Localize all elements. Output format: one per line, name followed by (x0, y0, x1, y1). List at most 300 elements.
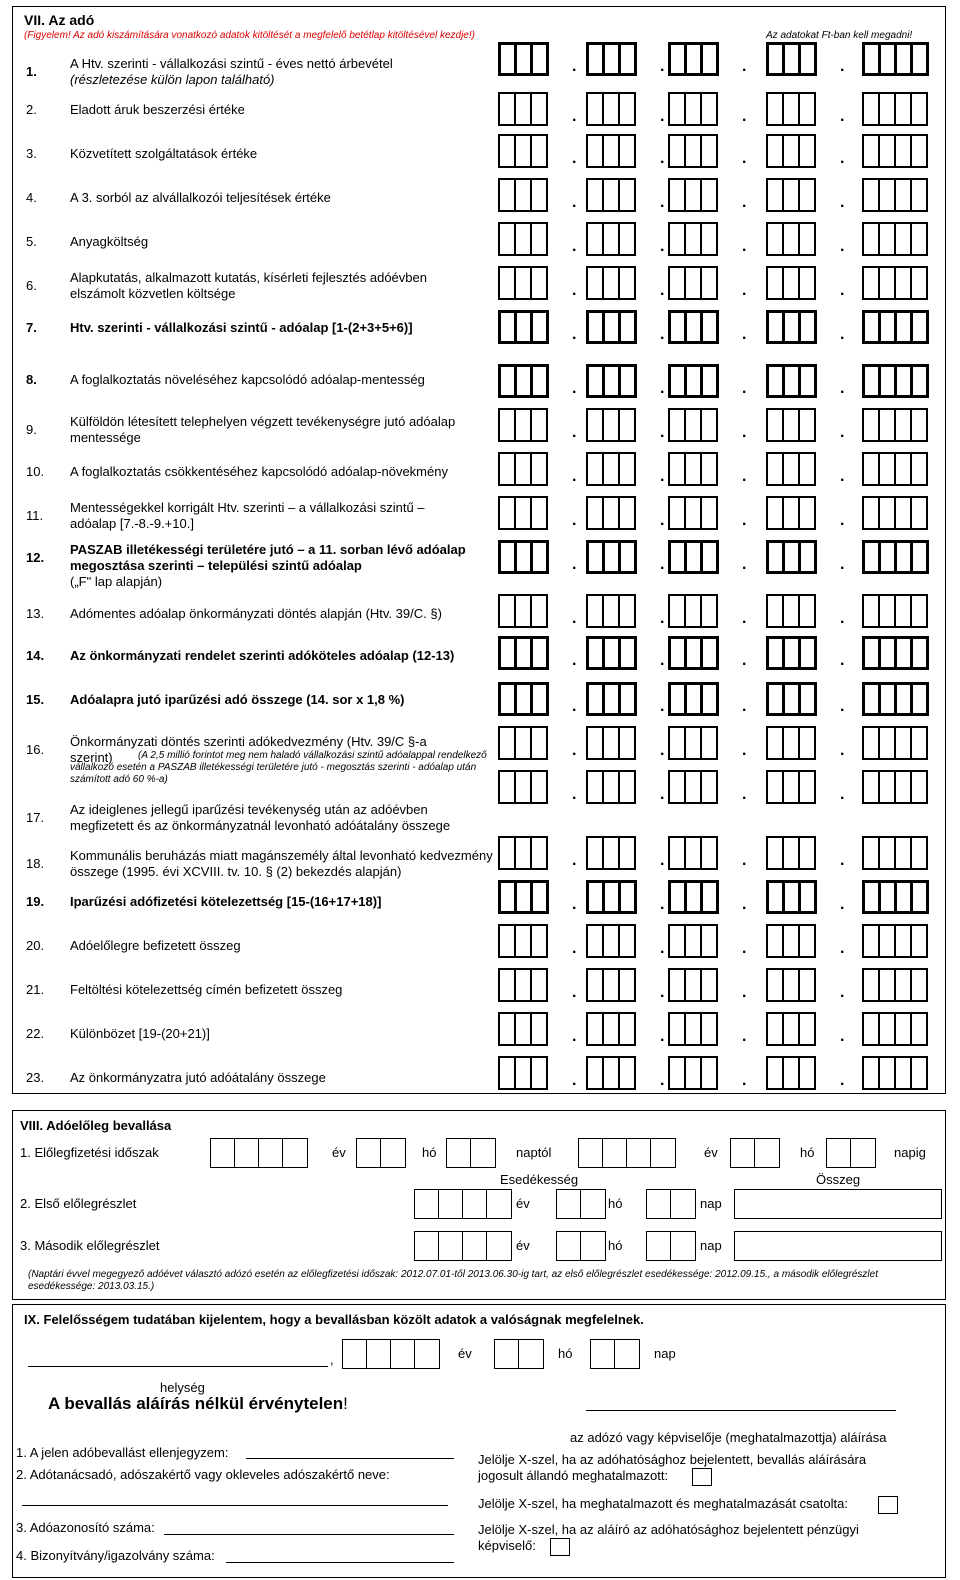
row-1-label-2: (részletezése külön lapon található) (70, 72, 275, 87)
row-15-digits-1[interactable] (498, 682, 549, 716)
row-9-digits-5[interactable] (862, 408, 928, 442)
row-13-digits-4[interactable] (766, 594, 816, 628)
row-1-digits-1[interactable] (498, 42, 549, 76)
row-18-label-2: összege (1995. évi XCVIII. tv. 10. § (2) bekezdés alapján) (70, 864, 402, 879)
row-19-digits-2[interactable] (586, 880, 637, 914)
row-19-separator-3: . (742, 896, 747, 913)
row-3-number: 3. (26, 146, 37, 161)
check2-label: Jelölje X-szel, ha meghatalmazott és meghatalmazását csatolta: (478, 1496, 848, 1511)
row-10-label-1: A foglalkoztatás csökkentéséhez kapcsolódó adóalap-növekmény (70, 464, 448, 479)
row-3-digits-2[interactable] (586, 134, 636, 168)
row-6-digits-2[interactable] (586, 266, 636, 300)
row-13-separator-2: . (660, 610, 665, 627)
row-2-digits-5[interactable] (862, 92, 928, 126)
row-17-digits-1[interactable] (498, 770, 548, 804)
section-7-title: VII. Az adó (24, 12, 95, 28)
row-22-separator-2: . (660, 1028, 665, 1045)
period-from-year[interactable] (210, 1138, 308, 1168)
row-3-digits-5[interactable] (862, 134, 928, 168)
row-9-digits-2[interactable] (586, 408, 636, 442)
first-installment-label: 2. Első előlegrészlet (20, 1196, 137, 1211)
second-installment-label: 3. Második előlegrészlet (20, 1238, 160, 1253)
row-13-label-1: Adómentes adóalap önkormányzati döntés alapján (Htv. 39/C. §) (70, 606, 442, 621)
row-4-label-1: A 3. sorból az alvállalkozói teljesítések értéke (70, 190, 331, 205)
period-from-ev: év (332, 1145, 346, 1160)
row-4-digits-1[interactable] (498, 178, 548, 212)
row-9-label-1: Külföldön létesített telephelyen végzett tevékenységre jutó adóalap (70, 414, 456, 429)
row-9-separator-2: . (660, 424, 665, 441)
row-3-separator-1: . (572, 150, 577, 167)
row-2-digits-2[interactable] (586, 92, 636, 126)
sign-ho: hó (558, 1346, 573, 1361)
row-7-number: 7. (26, 320, 37, 335)
row-8-separator-3: . (742, 380, 747, 397)
row-12-digits-3[interactable] (668, 540, 719, 574)
first-due-day[interactable] (646, 1189, 696, 1219)
row-11-digits-2[interactable] (586, 496, 636, 530)
row-5-label-1: Anyagköltség (70, 234, 149, 249)
row-5-digits-1[interactable] (498, 222, 548, 256)
row-10-separator-4: . (840, 468, 845, 485)
row-11-label-2: adóalap [7.-8.-9.+10.] (70, 516, 194, 531)
row-16-digits-2[interactable] (586, 726, 636, 760)
row-17-digits-3[interactable] (668, 770, 718, 804)
row-6-separator-2: . (660, 282, 665, 299)
row-21-digits-4[interactable] (766, 968, 816, 1002)
row-1-separator-3: . (742, 58, 747, 75)
row-11-separator-4: . (840, 512, 845, 529)
row-21-separator-3: . (742, 984, 747, 1001)
period-to-ho: hó (800, 1145, 815, 1160)
row-13-separator-3: . (742, 610, 747, 627)
row-4-digits-4[interactable] (766, 178, 816, 212)
row-13-digits-1[interactable] (498, 594, 548, 628)
row-15-label-1: Adóalapra jutó iparűzési adó összege (14. sor x 1,8 %) (70, 692, 405, 707)
row-13-digits-2[interactable] (586, 594, 636, 628)
period-to-day[interactable] (826, 1138, 876, 1168)
row-14-separator-1: . (572, 652, 577, 669)
row-22-digits-1[interactable] (498, 1012, 548, 1046)
row-17-separator-4: . (840, 786, 845, 803)
row-6-digits-4[interactable] (766, 266, 816, 300)
row-3-digits-3[interactable] (668, 134, 718, 168)
row-22-digits-3[interactable] (668, 1012, 718, 1046)
row-10-separator-3: . (742, 468, 747, 485)
row-10-digits-1[interactable] (498, 452, 548, 486)
row-17-digits-2[interactable] (586, 770, 636, 804)
row-2-separator-4: . (840, 108, 845, 125)
row-12-label-2: megosztása szerinti – települési szintű adóalap (70, 558, 362, 573)
row-20-digits-4[interactable] (766, 924, 816, 958)
row-13-number: 13. (26, 606, 45, 621)
row-19-separator-1: . (572, 896, 577, 913)
row-17-digits-5[interactable] (862, 770, 928, 804)
row-1-digits-4[interactable] (766, 42, 817, 76)
row-18-digits-3[interactable] (668, 836, 718, 870)
row-17-separator-3: . (742, 786, 747, 803)
row-23-digits-2[interactable] (586, 1056, 636, 1090)
row-2-separator-2: . (660, 108, 665, 125)
row-16-separator-1: . (572, 742, 577, 759)
row-1-number: 1. (26, 64, 37, 79)
advisor-name-line[interactable] (22, 1505, 448, 1506)
row-21-separator-1: . (572, 984, 577, 1001)
row-6-digits-1[interactable] (498, 266, 548, 300)
period-from-ho: hó (422, 1145, 437, 1160)
period-napig: napig (894, 1145, 926, 1160)
row-14-digits-3[interactable] (668, 636, 719, 670)
row-10-digits-4[interactable] (766, 452, 816, 486)
row-19-separator-2: . (660, 896, 665, 913)
row-5-digits-2[interactable] (586, 222, 636, 256)
row-20-digits-1[interactable] (498, 924, 548, 958)
row-19-label-1: Iparűzési adófizetési kötelezettség [15-(16+17+18)] (70, 894, 382, 909)
row-5-separator-3: . (742, 238, 747, 255)
row-10-digits-3[interactable] (668, 452, 718, 486)
row-21-digits-3[interactable] (668, 968, 718, 1002)
section-9-title: IX. Felelősségem tudatában kijelentem, hogy a bevallásban közölt adatok a valóságnak megfelelnek. (24, 1312, 644, 1327)
row-21-digits-1[interactable] (498, 968, 548, 1002)
row-4-digits-2[interactable] (586, 178, 636, 212)
second-due-month[interactable] (556, 1231, 606, 1261)
row-16-digits-3[interactable] (668, 726, 718, 760)
cert-line[interactable] (226, 1562, 454, 1563)
row-5-separator-2: . (660, 238, 665, 255)
row-11-separator-3: . (742, 512, 747, 529)
row-8-label-1: A foglalkoztatás növeléséhez kapcsolódó adóalap-mentesség (70, 372, 425, 387)
check3-box[interactable] (550, 1538, 570, 1556)
period-to-month[interactable] (730, 1138, 780, 1168)
row-12-digits-4[interactable] (766, 540, 817, 574)
row-8-separator-2: . (660, 380, 665, 397)
row-4-digits-5[interactable] (862, 178, 928, 212)
row-5-digits-4[interactable] (766, 222, 816, 256)
countersign-label: 1. A jelen adóbevallást ellenjegyzem: (16, 1445, 229, 1460)
row-22-number: 22. (26, 1026, 45, 1041)
row-14-number: 14. (26, 648, 45, 663)
row-17-separator-1: . (572, 786, 577, 803)
row-18-separator-2: . (660, 852, 665, 869)
row-15-digits-3[interactable] (668, 682, 719, 716)
row-22-separator-1: . (572, 1028, 577, 1045)
row-19-digits-4[interactable] (766, 880, 817, 914)
row-9-label-2: mentessége (70, 430, 141, 445)
row-19-digits-3[interactable] (668, 880, 719, 914)
row-21-separator-4: . (840, 984, 845, 1001)
row-16-digits-1[interactable] (498, 726, 548, 760)
row-15-separator-2: . (660, 698, 665, 715)
first-due-year[interactable] (414, 1189, 512, 1219)
row-20-digits-2[interactable] (586, 924, 636, 958)
row-12-digits-1[interactable] (498, 540, 549, 574)
section-8-note: (Naptári évvel megegyező adóévet választó adózó esetén az előlegfizetési időszak: 2012.07.01-től 2013.06.30-ig tart, az első előlegrészlet esedékessége: 2012.09.15., a második előlegrészlet esedékessége: 2013.03.15.) (28, 1269, 878, 1292)
row-11-digits-5[interactable] (862, 496, 928, 530)
row-8-digits-5[interactable] (862, 364, 929, 398)
row-4-number: 4. (26, 190, 37, 205)
row-18-digits-2[interactable] (586, 836, 636, 870)
second-due-ev: év (516, 1238, 530, 1253)
row-1-separator-2: . (660, 58, 665, 75)
row-7-separator-2: . (660, 326, 665, 343)
row-1-label-1: A Htv. szerinti - vállalkozási szintű - éves nettó árbevétel (70, 56, 393, 71)
row-7-separator-4: . (840, 326, 845, 343)
row-12-separator-2: . (660, 556, 665, 573)
row-7-digits-4[interactable] (766, 310, 817, 344)
row-20-separator-2: . (660, 940, 665, 957)
row-13-digits-5[interactable] (862, 594, 928, 628)
row-8-digits-1[interactable] (498, 364, 549, 398)
row-13-separator-4: . (840, 610, 845, 627)
second-due-ho: hó (608, 1238, 623, 1253)
row-13-separator-1: . (572, 610, 577, 627)
row-15-digits-2[interactable] (586, 682, 637, 716)
row-5-digits-3[interactable] (668, 222, 718, 256)
row-6-digits-5[interactable] (862, 266, 928, 300)
row-9-separator-3: . (742, 424, 747, 441)
place-line[interactable] (28, 1366, 328, 1367)
row-19-number: 19. (26, 894, 45, 909)
row-10-separator-1: . (572, 468, 577, 485)
row-9-digits-1[interactable] (498, 408, 548, 442)
row-11-number: 11. (26, 508, 44, 523)
row-22-separator-3: . (742, 1028, 747, 1045)
due-header: Esedékesség (500, 1172, 579, 1187)
row-1-digits-5[interactable] (862, 42, 929, 76)
row-11-digits-1[interactable] (498, 496, 548, 530)
row-18-separator-4: . (840, 852, 845, 869)
row-2-digits-3[interactable] (668, 92, 718, 126)
row-14-label-1: Az önkormányzati rendelet szerinti adóköteles adóalap (12-13) (70, 648, 455, 663)
row-16-separator-3: . (742, 742, 747, 759)
sign-month[interactable] (494, 1339, 544, 1369)
row-10-digits-2[interactable] (586, 452, 636, 486)
row-15-digits-4[interactable] (766, 682, 817, 716)
row-4-digits-3[interactable] (668, 178, 718, 212)
row-7-separator-1: . (572, 326, 577, 343)
row-2-digits-4[interactable] (766, 92, 816, 126)
row-20-separator-3: . (742, 940, 747, 957)
row-3-label-1: Közvetített szolgáltatások értéke (70, 146, 258, 161)
row-3-digits-1[interactable] (498, 134, 548, 168)
row-16-digits-5[interactable] (862, 726, 928, 760)
row-11-digits-3[interactable] (668, 496, 718, 530)
check1-label: Jelölje X-szel, ha az adóhatósághoz bejelentett, bevallás aláírására jogosult állandó meghatalmazott: (478, 1452, 867, 1483)
row-17-number: 17. (26, 810, 45, 825)
row-18-separator-3: . (742, 852, 747, 869)
row-6-number: 6. (26, 278, 37, 293)
row-12-digits-2[interactable] (586, 540, 637, 574)
row-9-separator-4: . (840, 424, 845, 441)
period-to-ev: év (704, 1145, 718, 1160)
row-7-separator-3: . (742, 326, 747, 343)
row-5-digits-5[interactable] (862, 222, 928, 256)
row-6-label-2: elszámolt közvetlen költsége (70, 286, 236, 301)
row-14-digits-2[interactable] (586, 636, 637, 670)
row-2-separator-3: . (742, 108, 747, 125)
row-1-digits-3[interactable] (668, 42, 719, 76)
row-7-label-1: Htv. szerinti - vállalkozási szintű - adóalap [1-(2+3+5+6)] (70, 320, 413, 335)
row-2-digits-1[interactable] (498, 92, 548, 126)
row-6-digits-3[interactable] (668, 266, 718, 300)
check1-box[interactable] (692, 1468, 712, 1486)
row-17-separator-2: . (660, 786, 665, 803)
sign-year[interactable] (342, 1339, 440, 1369)
row-22-digits-5[interactable] (862, 1012, 928, 1046)
row-20-label-1: Adóelőlegre befizetett összeg (70, 938, 241, 953)
row-21-separator-2: . (660, 984, 665, 1001)
place-comma: , (330, 1352, 334, 1367)
row-12-digits-5[interactable] (862, 540, 929, 574)
period-to-year[interactable] (578, 1138, 676, 1168)
row-3-digits-4[interactable] (766, 134, 816, 168)
cert-label: 4. Bizonyítvány/igazolvány száma: (16, 1548, 215, 1563)
row-16-number: 16. (26, 742, 45, 757)
row-18-label-1: Kommunális beruházás miatt magánszemély által levonható kedvezmény (70, 848, 493, 863)
row-9-digits-3[interactable] (668, 408, 718, 442)
row-2-number: 2. (26, 102, 37, 117)
row-6-separator-1: . (572, 282, 577, 299)
second-amount-field[interactable] (734, 1231, 942, 1261)
row-13-digits-3[interactable] (668, 594, 718, 628)
row-23-digits-3[interactable] (668, 1056, 718, 1090)
check2-box[interactable] (878, 1496, 898, 1514)
row-19-digits-1[interactable] (498, 880, 549, 914)
row-20-separator-4: . (840, 940, 845, 957)
row-14-digits-5[interactable] (862, 636, 929, 670)
row-4-separator-4: . (840, 194, 845, 211)
row-18-digits-1[interactable] (498, 836, 548, 870)
row-8-digits-4[interactable] (766, 364, 817, 398)
row-6-separator-4: . (840, 282, 845, 299)
period-from-day[interactable] (446, 1138, 496, 1168)
row-8-separator-1: . (572, 380, 577, 397)
row-12-number: 12. (26, 550, 45, 565)
row-21-number: 21. (26, 982, 45, 997)
row-21-label-1: Feltöltési kötelezettség címén befizetett összeg (70, 982, 343, 997)
row-14-digits-4[interactable] (766, 636, 817, 670)
row-22-separator-4: . (840, 1028, 845, 1045)
row-3-separator-4: . (840, 150, 845, 167)
first-due-ev: év (516, 1196, 530, 1211)
row-7-digits-2[interactable] (586, 310, 637, 344)
row-1-separator-1: . (572, 58, 577, 75)
row-23-separator-4: . (840, 1072, 845, 1089)
row-17-digits-4[interactable] (766, 770, 816, 804)
row-18-digits-5[interactable] (862, 836, 928, 870)
row-12-separator-1: . (572, 556, 577, 573)
row-15-digits-5[interactable] (862, 682, 929, 716)
row-21-digits-5[interactable] (862, 968, 928, 1002)
row-17-label-2: megfizetett és az önkormányzatnál levonható adóátalány összege (70, 818, 451, 833)
row-5-separator-1: . (572, 238, 577, 255)
row-2-separator-1: . (572, 108, 577, 125)
row-18-separator-1: . (572, 852, 577, 869)
row-4-separator-3: . (742, 194, 747, 211)
row-1-digits-2[interactable] (586, 42, 637, 76)
amount-header: Összeg (816, 1172, 861, 1187)
row-23-digits-5[interactable] (862, 1056, 928, 1090)
row-11-digits-4[interactable] (766, 496, 816, 530)
row-20-digits-5[interactable] (862, 924, 928, 958)
countersign-line[interactable] (246, 1458, 454, 1459)
row-8-digits-2[interactable] (586, 364, 637, 398)
row-18-number: 18. (26, 856, 45, 871)
row-15-separator-1: . (572, 698, 577, 715)
second-due-year[interactable] (414, 1231, 512, 1261)
tax-id-line[interactable] (164, 1534, 454, 1535)
sign-day[interactable] (590, 1339, 640, 1369)
first-due-month[interactable] (556, 1189, 606, 1219)
row-23-separator-1: . (572, 1072, 577, 1089)
signature-line[interactable] (586, 1410, 896, 1411)
row-17-label-1: Az ideiglenes jellegű iparűzési tevékenység után az adóévben (70, 802, 428, 817)
row-14-digits-1[interactable] (498, 636, 549, 670)
invalid-warning: A bevallás aláírás nélkül érvénytelen! (48, 1394, 348, 1413)
row-11-label-1: Mentességekkel korrigált Htv. szerinti – a vállalkozási szintű – (70, 500, 425, 515)
row-16-digits-4[interactable] (766, 726, 816, 760)
row-15-separator-4: . (840, 698, 845, 715)
second-due-day[interactable] (646, 1231, 696, 1261)
row-21-digits-2[interactable] (586, 968, 636, 1002)
row-3-separator-2: . (660, 150, 665, 167)
place-caption: helység (160, 1380, 205, 1395)
row-6-separator-3: . (742, 282, 747, 299)
row-11-separator-2: . (660, 512, 665, 529)
row-10-separator-2: . (660, 468, 665, 485)
row-9-digits-4[interactable] (766, 408, 816, 442)
row-7-digits-5[interactable] (862, 310, 929, 344)
row-7-digits-1[interactable] (498, 310, 549, 344)
row-8-number: 8. (26, 372, 37, 387)
row-18-digits-4[interactable] (766, 836, 816, 870)
row-22-digits-2[interactable] (586, 1012, 636, 1046)
row-7-digits-3[interactable] (668, 310, 719, 344)
row-2-label-1: Eladott áruk beszerzési értéke (70, 102, 245, 117)
row-14-separator-4: . (840, 652, 845, 669)
first-amount-field[interactable] (734, 1189, 942, 1219)
row-22-digits-4[interactable] (766, 1012, 816, 1046)
row-12-label-1: PASZAB illetékességi területére jutó – a 11. sorban lévő adóalap (70, 542, 466, 557)
row-20-number: 20. (26, 938, 45, 953)
row-10-digits-5[interactable] (862, 452, 928, 486)
advisor-label: 2. Adótanácsadó, adószakértő vagy okleveles adószakértő neve: (16, 1467, 390, 1482)
row-15-number: 15. (26, 692, 45, 707)
row-23-digits-1[interactable] (498, 1056, 548, 1090)
row-19-digits-5[interactable] (862, 880, 929, 914)
row-22-label-1: Különbözet [19-(20+21)] (70, 1026, 210, 1041)
tax-id-label: 3. Adóazonosító száma: (16, 1520, 155, 1535)
sign-nap: nap (654, 1346, 676, 1361)
period-from-month[interactable] (356, 1138, 406, 1168)
row-14-separator-2: . (660, 652, 665, 669)
section-8-title: VIII. Adóelőleg bevallása (20, 1118, 172, 1133)
check3-label: Jelölje X-szel, ha az aláíró az adóhatósághoz bejelentett pénzügyi képviselő: (478, 1522, 859, 1553)
row-20-separator-1: . (572, 940, 577, 957)
row-20-digits-3[interactable] (668, 924, 718, 958)
first-due-nap: nap (700, 1196, 722, 1211)
row-23-digits-4[interactable] (766, 1056, 816, 1090)
first-due-ho: hó (608, 1196, 623, 1211)
row-5-number: 5. (26, 234, 37, 249)
row-16-note: (A 2,5 millió forintot meg nem haladó vállalkozási szintű adóalappal rendelkező vállalkozó esetén a PASZAB illetékességi területére jutó - megosztás szerinti - adóalap után számított adó 60 %-a) (70, 750, 487, 785)
section-7-warning: (Figyelem! Az adó kiszámítására vonatkozó adatok kitöltését a megfelelő betétlap kitöltésével kezdje!) (24, 30, 475, 41)
row-8-digits-3[interactable] (668, 364, 719, 398)
row-23-number: 23. (26, 1070, 45, 1085)
second-due-nap: nap (700, 1238, 722, 1253)
row-14-separator-3: . (742, 652, 747, 669)
row-12-separator-3: . (742, 556, 747, 573)
row-8-separator-4: . (840, 380, 845, 397)
